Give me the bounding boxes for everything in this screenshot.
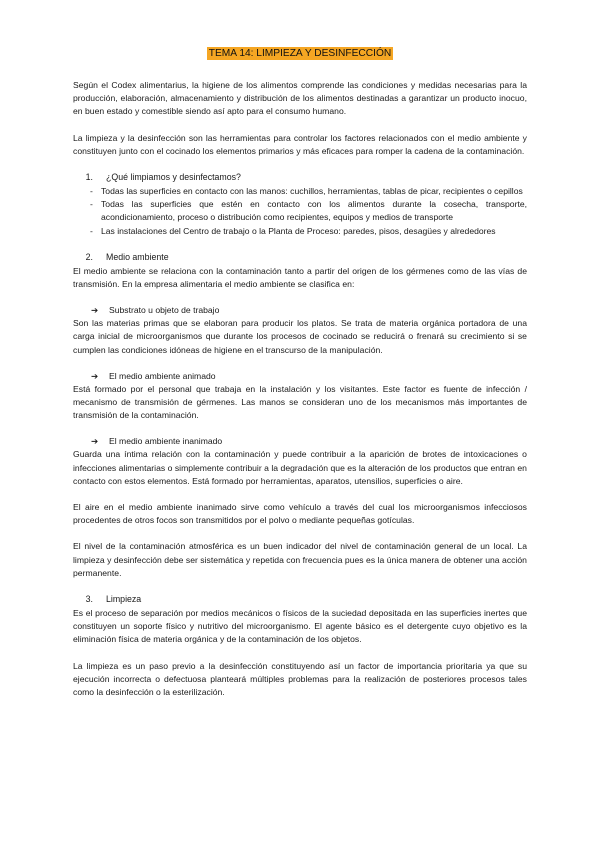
section-heading [73, 251, 527, 264]
arrow-icon: ➔ [91, 370, 99, 381]
intro-paragraph: La limpieza y la desinfección son las herramientas para controlar los factores relacionados con el medio ambiente y constituyen junto con el cocinado los elementos primarios y más eficaces para romper la cadena de la contaminación. [73, 132, 527, 156]
section-title: Medio ambiente [106, 251, 169, 262]
section-heading [73, 171, 527, 184]
subsection-paragraph: Está formado por el personal que trabaja en la instalación y los visitantes. Este factor es fuente de infección / mecanismo de transmisión de gérmenes. Las manos se consideran uno de los mecanismos más importantes de transmisión de la contaminación. [73, 383, 527, 421]
list-item: - Todas las superficies en contacto con las manos: cuchillos, herramientas, tablas de picar, recipientes o cepillos [73, 185, 527, 198]
subsection-paragraph: Son las materias primas que se elaboran para producir los platos. Se trata de materia orgánica portadora de una carga inicial de microorganismos que durante los procesos de cocinado se reducirá o frenará su crecimiento si se cumplen las condiciones idóneas de higiene en el transcurso de la manipulación. [73, 318, 527, 355]
intro-paragraph: Según el Codex alimentarius, la higiene de los alimentos comprende las condiciones y medidas necesarias para la producción, elaboración, almacenamiento y distribución de los alimentos destinadas a garantizar un producto inocuo, en buen estado y comestible siendo así apto para el consumo humano. [73, 80, 527, 117]
section-title: ¿Qué limpiamos y desinfectamos? [106, 172, 241, 183]
subsection-paragraph: Guarda una íntima relación con la contaminación y puede contribuir a la aparición de brotes de intoxicaciones o infecciones alimentarias o simplemente contribuir a la degradación que es la alteración de los productos que entran en contacto con estos elementos. Está formado por herramientas, aparatos, utensilios, superficies o aire. [73, 449, 527, 486]
section-paragraph: El nivel de la contaminación atmosférica es un buen indicador del nivel de contaminación general de un local. La limpieza y desinfección debe ser sistemática y repetida con frecuencia pues es la única manera de obtener una acción permanente. [73, 541, 527, 578]
list-item: - Todas las superficies que estén en contacto con los alimentos durante la cosecha, transporte, acondicionamiento, proceso o distribución como recipientes, equipos y medios de transporte [73, 198, 527, 224]
section-paragraph: El medio ambiente se relaciona con la contaminación tanto a partir del origen de los gérmenes como de las vías de transmisión. En la empresa alimentaria el medio ambiente se clasifica en: [73, 265, 527, 290]
dash-bullet: - [90, 186, 93, 197]
page-title: TEMA 14: LIMPIEZA Y DESINFECCIÓN [208, 48, 392, 59]
section-number: 3. [85, 594, 93, 605]
dash-bullet: - [90, 199, 93, 210]
bullet-list [73, 185, 527, 238]
subsection-heading: ➔ El medio ambiente animado [73, 370, 527, 383]
arrow-icon: ➔ [91, 436, 99, 447]
section-paragraph: El aire en el medio ambiente inanimado sirve como vehículo a través del cual los microorganismos infecciosos procedentes de otros focos son transmitidos por el polvo o mediante pequeñas gotículas. [73, 502, 527, 526]
list-item: - Las instalaciones del Centro de trabajo o la Planta de Proceso: paredes, pisos, desagües y alrededores [73, 225, 527, 238]
subsection-heading: ➔ El medio ambiente inanimado [73, 435, 527, 448]
section-number: 2. [85, 251, 93, 262]
dash-bullet: - [90, 225, 93, 236]
document-body [73, 43, 527, 699]
section-paragraph: La limpieza es un paso previo a la desinfección constituyendo así un factor de importancia prioritaria ya que su ejecución incorrecta o defectuosa planteará múltiples problemas para la realización de posteriores procesos tales como la desinfección o la esterilización. [73, 660, 527, 698]
section-heading [73, 593, 527, 606]
section-number: 1. [85, 172, 93, 183]
arrow-icon: ➔ [91, 305, 99, 316]
section-paragraph: Es el proceso de separación por medios mecánicos o físicos de la suciedad depositada en las superficies inertes que constituyen un soporte físico y nutritivo del microorganismo. El agente básico es el detergente cuyo objetivo es la eliminación física de materia orgánica y de la contaminación de los objetos. [73, 608, 527, 645]
section-title: Limpieza [106, 594, 142, 605]
subsection-heading: ➔ Substrato u objeto de trabajo [73, 304, 527, 317]
